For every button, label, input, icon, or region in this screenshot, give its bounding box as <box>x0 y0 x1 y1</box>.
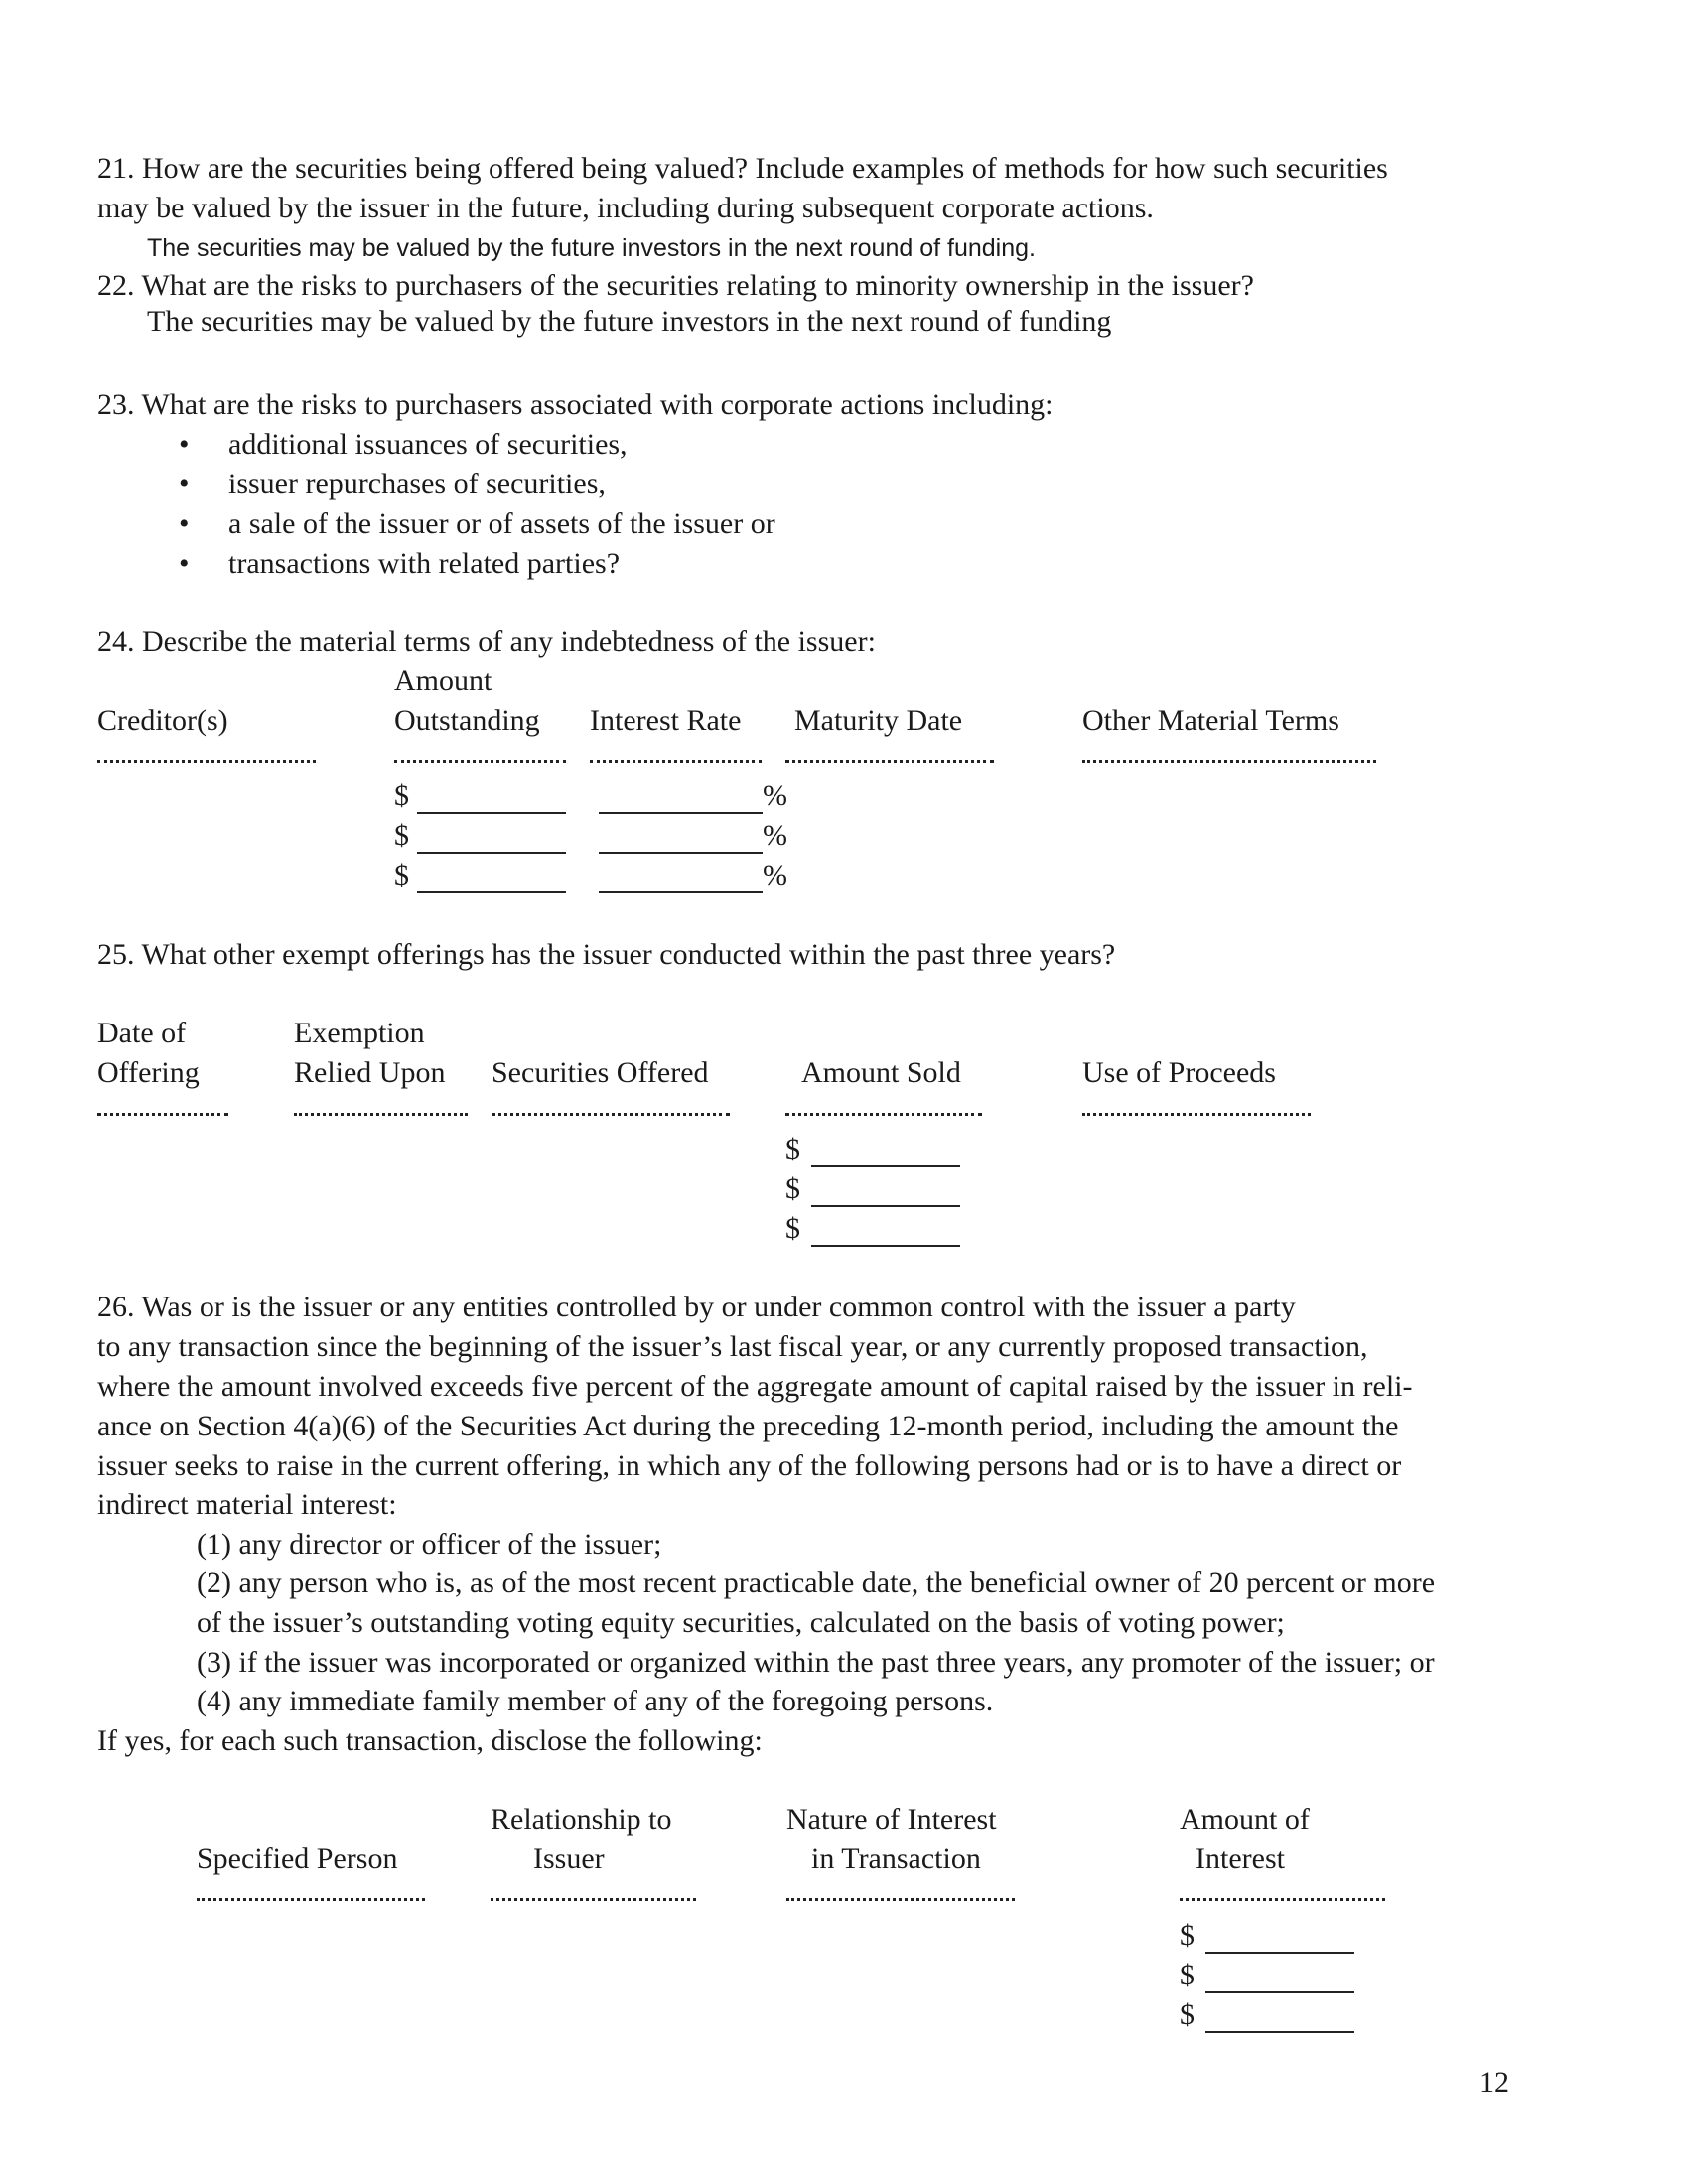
q24-header-amount-bottom: Outstanding <box>394 704 540 737</box>
q21-line1: 21. How are the securities being offered being valued? Include examples of methods for how such securities <box>97 152 1388 185</box>
amount-of-interest-blank[interactable] <box>1205 1991 1354 1993</box>
bullet-icon: • <box>179 468 190 500</box>
amount-blank[interactable] <box>417 852 566 854</box>
divider <box>197 1898 425 1901</box>
rate-blank[interactable] <box>599 891 763 893</box>
q23-bullet: a sale of the issuer or of assets of the issuer or <box>228 507 775 540</box>
q25-header-date-bottom: Offering <box>97 1056 200 1089</box>
divider <box>1082 1113 1311 1116</box>
amount-sold-blank[interactable] <box>811 1165 960 1167</box>
percent-sign: % <box>763 859 787 891</box>
q24-header-other: Other Material Terms <box>1082 704 1339 737</box>
q24-header-amount-top: Amount <box>394 664 492 697</box>
amount-blank[interactable] <box>417 812 566 814</box>
q26-line: indirect material interest: <box>97 1488 397 1521</box>
q26-line: ance on Section 4(a)(6) of the Securities Act during the preceding 12-month period, including the amount the <box>97 1410 1399 1442</box>
dollar-sign: $ <box>785 1133 800 1165</box>
q26-item: (3) if the issuer was incorporated or organized within the past three years, any promoter of the issuer; or <box>197 1646 1435 1679</box>
q26-header-rel-top: Relationship to <box>491 1803 672 1836</box>
q26-ifyes: If yes, for each such transaction, disclose the following: <box>97 1724 763 1757</box>
q25-header-amount: Amount Sold <box>801 1056 961 1089</box>
q26-line: issuer seeks to raise in the current offering, in which any of the following persons had or is to have a direct or <box>97 1449 1402 1482</box>
q21-line2: may be valued by the issuer in the future, including during subsequent corporate actions. <box>97 192 1154 224</box>
q25-header-exemption-bottom: Relied Upon <box>294 1056 446 1089</box>
q26-header-amount-bottom: Interest <box>1196 1843 1285 1875</box>
amount-sold-blank[interactable] <box>811 1245 960 1247</box>
q25-header-use: Use of Proceeds <box>1082 1056 1276 1089</box>
divider <box>785 760 994 763</box>
amount-of-interest-blank[interactable] <box>1205 2031 1354 2033</box>
q26-item: (4) any immediate family member of any of the foregoing persons. <box>197 1685 994 1717</box>
q22-answer: The securities may be valued by the future investors in the next round of funding <box>147 305 1112 338</box>
divider <box>294 1113 468 1116</box>
divider <box>1082 760 1376 763</box>
divider <box>785 1113 982 1116</box>
amount-blank[interactable] <box>417 891 566 893</box>
q24-question: 24. Describe the material terms of any indebtedness of the issuer: <box>97 625 876 658</box>
q23-bullet: transactions with related parties? <box>228 547 621 580</box>
q25-header-exemption-top: Exemption <box>294 1017 425 1049</box>
q24-header-rate: Interest Rate <box>590 704 742 737</box>
q26-item: (1) any director or officer of the issuer; <box>197 1528 662 1561</box>
percent-sign: % <box>763 819 787 852</box>
q26-line: to any transaction since the beginning of the issuer’s last fiscal year, or any currently proposed transaction, <box>97 1330 1368 1363</box>
q22-question: 22. What are the risks to purchasers of the securities relating to minority ownership in the issuer? <box>97 269 1254 302</box>
dollar-sign: $ <box>1180 1959 1195 1991</box>
dollar-sign: $ <box>394 779 409 812</box>
divider <box>1180 1898 1385 1901</box>
divider <box>492 1113 730 1116</box>
divider <box>786 1898 1015 1901</box>
q23-bullet: additional issuances of securities, <box>228 428 628 461</box>
rate-blank[interactable] <box>599 812 763 814</box>
amount-of-interest-blank[interactable] <box>1205 1952 1354 1954</box>
bullet-icon: • <box>179 428 190 461</box>
dollar-sign: $ <box>394 859 409 891</box>
rate-blank[interactable] <box>599 852 763 854</box>
dollar-sign: $ <box>785 1212 800 1245</box>
q26-header-nature-top: Nature of Interest <box>786 1803 997 1836</box>
dollar-sign: $ <box>785 1172 800 1205</box>
divider <box>97 1113 228 1116</box>
q26-header-nature-bottom: in Transaction <box>811 1843 981 1875</box>
dollar-sign: $ <box>1180 1998 1195 2031</box>
q23-question: 23. What are the risks to purchasers associated with corporate actions including: <box>97 388 1054 421</box>
q25-header-date-top: Date of <box>97 1017 187 1049</box>
q26-header-amount-top: Amount of <box>1180 1803 1310 1836</box>
q26-header-person: Specified Person <box>197 1843 398 1875</box>
divider <box>394 760 566 763</box>
q21-answer: The securities may be valued by the future investors in the next round of funding. <box>147 234 1036 262</box>
q26-header-rel-bottom: Issuer <box>533 1843 605 1875</box>
q24-header-creditor: Creditor(s) <box>97 704 228 737</box>
divider <box>491 1898 696 1901</box>
divider <box>590 760 762 763</box>
dollar-sign: $ <box>1180 1919 1195 1952</box>
q26-line: where the amount involved exceeds five percent of the aggregate amount of capital raised by the issuer in reli- <box>97 1370 1413 1403</box>
bullet-icon: • <box>179 507 190 540</box>
q25-question: 25. What other exempt offerings has the issuer conducted within the past three years? <box>97 938 1116 971</box>
amount-sold-blank[interactable] <box>811 1205 960 1207</box>
divider <box>97 760 316 763</box>
q23-bullet: issuer repurchases of securities, <box>228 468 606 500</box>
dollar-sign: $ <box>394 819 409 852</box>
bullet-icon: • <box>179 547 190 580</box>
page-number: 12 <box>1479 2066 1509 2099</box>
q26-item: of the issuer’s outstanding voting equity securities, calculated on the basis of voting power; <box>197 1606 1285 1639</box>
percent-sign: % <box>763 779 787 812</box>
q26-item: (2) any person who is, as of the most recent practicable date, the beneficial owner of 20 percent or more <box>197 1567 1436 1599</box>
q26-line: 26. Was or is the issuer or any entities controlled by or under common control with the issuer a party <box>97 1291 1296 1323</box>
q25-header-securities: Securities Offered <box>492 1056 709 1089</box>
q24-header-maturity: Maturity Date <box>794 704 963 737</box>
